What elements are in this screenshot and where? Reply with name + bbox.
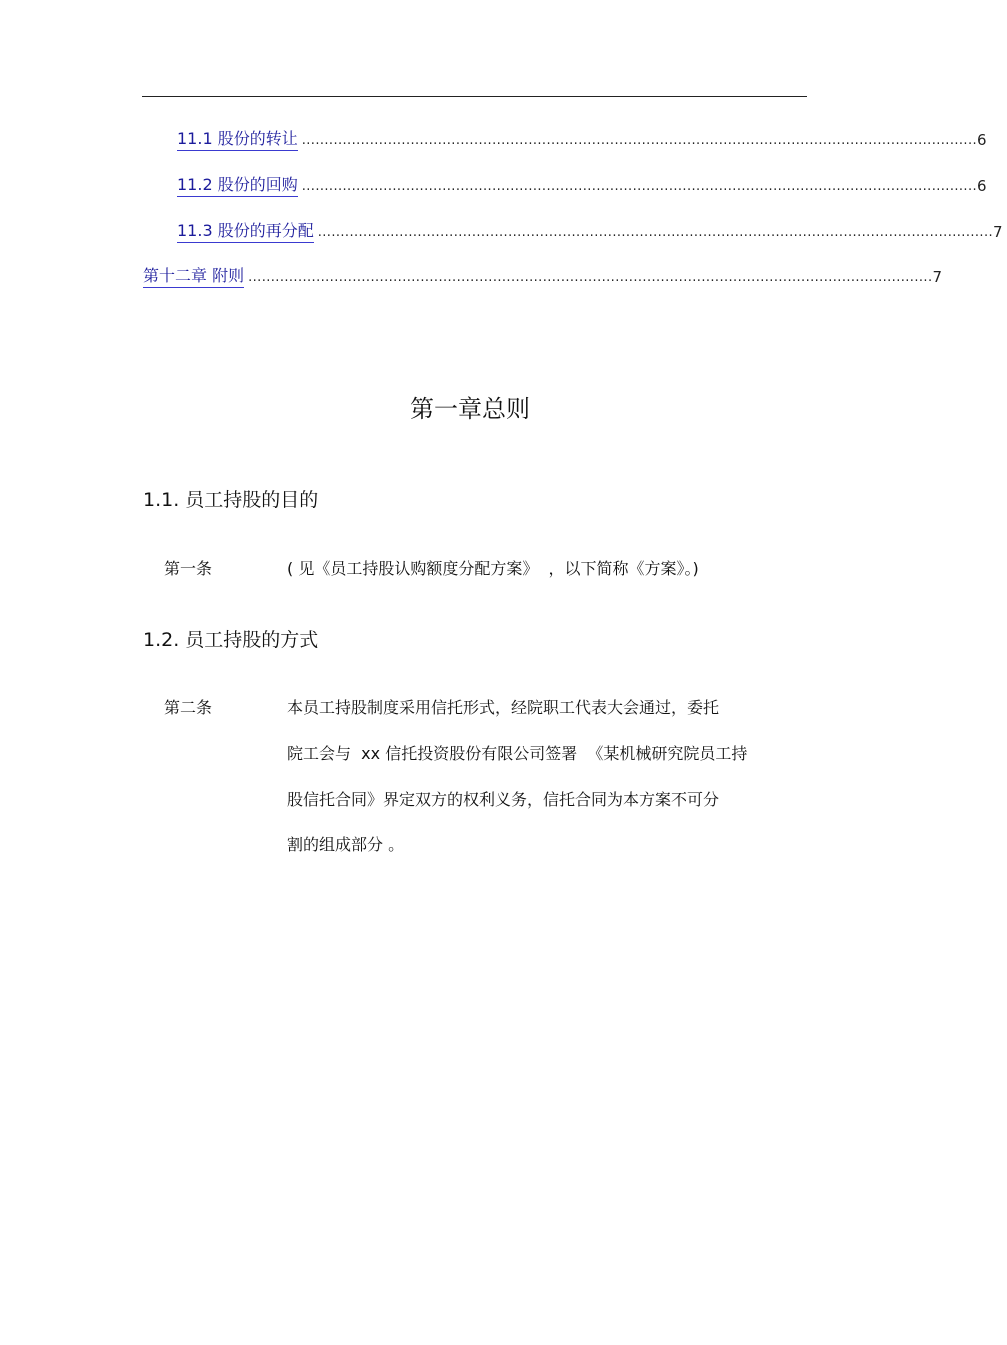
toc-entry-label[interactable]: 11.3 股份的再分配 xyxy=(177,220,314,243)
chapter-title: 第一章总则 xyxy=(410,395,530,423)
toc-entry-11-2[interactable] xyxy=(177,175,987,197)
toc-page-number: 6 xyxy=(977,177,987,195)
article-label: 第一条 xyxy=(164,559,213,578)
article-text-line: 割的组成部分 。 xyxy=(287,835,405,854)
article-text-line: 股信托合同》界定双方的权利义务，信托合同为本方案不可分 xyxy=(287,790,720,809)
toc-page-number: 6 xyxy=(977,131,987,149)
article-text-line: ( 见《员工持股认购额度分配方案》 ，以下简称《方案》。) xyxy=(287,559,699,578)
toc-entry-chapter-12[interactable] xyxy=(143,266,943,288)
toc-page-number: 7 xyxy=(932,268,943,286)
section-heading: 1.2. 员工持股的方式 xyxy=(143,629,319,651)
toc-entry-11-1[interactable] xyxy=(177,129,987,151)
article-text-line: 院工会与 xx 信托投资股份有限公司签署 《某机械研究院员工持 xyxy=(287,744,748,763)
toc-leader-dots: ..................................................................................................................................................... xyxy=(317,225,994,240)
section-heading: 1.1. 员工持股的目的 xyxy=(143,489,319,511)
toc-entry-label[interactable]: 11.2 股份的回购 xyxy=(177,174,298,197)
article-text-line: 本员工持股制度采用信托形式，经院职工代表大会通过，委托 xyxy=(287,698,720,717)
toc-entry-11-3[interactable] xyxy=(177,221,1003,243)
toc-entry-label[interactable]: 11.1 股份的转让 xyxy=(177,128,298,151)
toc-leader-dots: ....................................................................................................................................................... xyxy=(248,270,933,285)
toc-page-number: 7 xyxy=(993,223,1003,241)
toc-leader-dots: ..................................................................................................................................................... xyxy=(301,133,978,148)
toc-leader-dots: ..................................................................................................................................................... xyxy=(301,179,978,194)
article-label: 第二条 xyxy=(164,698,213,717)
header-rule xyxy=(142,96,807,97)
toc-entry-label[interactable]: 第十二章 附则 xyxy=(143,265,244,288)
